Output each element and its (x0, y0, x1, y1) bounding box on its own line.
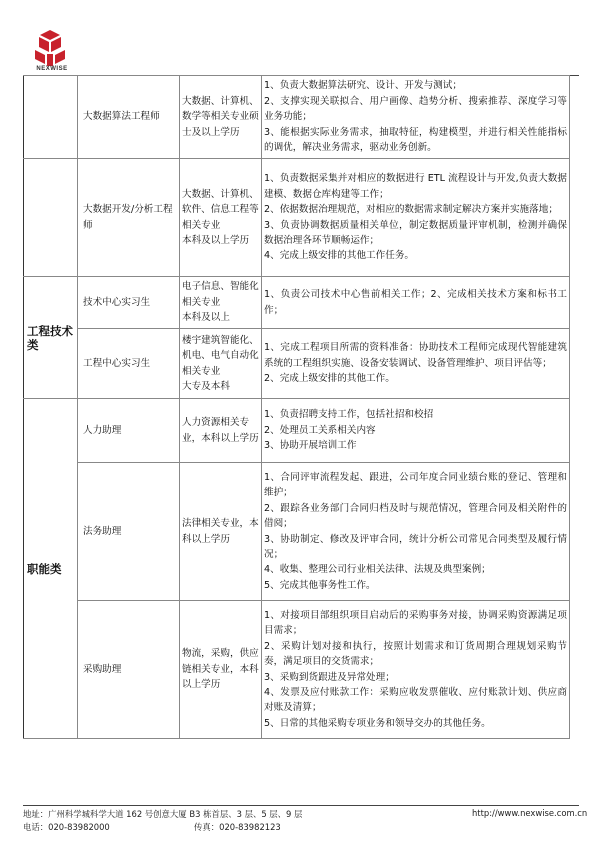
footer-rule (23, 805, 579, 806)
logo-text: NEXWISE (36, 66, 68, 72)
category-cell: 工程技术类 (24, 277, 78, 399)
category-cell: 职能类 (24, 399, 78, 739)
category-cell (24, 76, 78, 159)
requirement-cell: 大数据、计算机、软件、信息工程等相关专业 本科及以上学历 (180, 159, 262, 277)
position-cell: 大数据算法工程师 (78, 76, 180, 159)
requirement-cell: 大数据、计算机、数学等相关专业硕士及以上学历 (180, 76, 262, 159)
footer-phone: 电话：020-83982000 (23, 822, 110, 832)
duty-cell: 1、对接项目部组织项目启动后的采购事务对接，协调采购资源满足项目需求； 2、采购计划对接和执行，按照计划需求和订货周期合理规划采购节奏，满足项目的交货需求； 3、采购到货跟进及异常处理； 4、发票及应付账款工作：采购应收发票催收、应付账款计划、供应商对账及清算； 5、日常的其他采购专项业务和领导交办的其他任务。 (262, 601, 570, 739)
position-cell: 人力助理 (78, 399, 180, 463)
duty-cell: 1、完成工程项目所需的资料准备：协助技术工程师完成现代智能建筑系统的工程组织实施、设备安装调试、设备管理维护、项目评估等； 2、完成上级安排的其他工作。 (262, 329, 570, 399)
position-cell: 采购助理 (78, 601, 180, 739)
category-cell (24, 159, 78, 277)
duty-cell: 1、负责大数据算法研究、设计、开发与测试； 2、支撑实现关联拟合、用户画像、趋势分析、搜索推荐、深度学习等业务功能； 3、能根据实际业务需求，抽取特征，构建模型，并进行相关性能指标的调优，解决业务需求，驱动业务创新。 (262, 76, 570, 159)
table-row (24, 399, 570, 463)
position-cell: 法务助理 (78, 463, 180, 601)
table-row (24, 76, 570, 159)
requirement-cell: 法律相关专业，本科以上学历 (180, 463, 262, 601)
table-row (24, 601, 570, 739)
table-row (24, 329, 570, 399)
table-row (24, 159, 570, 277)
position-cell: 技术中心实习生 (78, 277, 180, 329)
requirement-cell: 电子信息、智能化相关专业 本科及以上 (180, 277, 262, 329)
requirement-cell: 楼宇建筑智能化、机电、电气自动化相关专业 大专及本科 (180, 329, 262, 399)
table-row (24, 463, 570, 601)
duty-cell: 1、负责招聘支持工作，包括社招和校招 2、处理员工关系相关内容 3、协助开展培训工作 (262, 399, 570, 463)
requirement-cell: 物流，采购，供应链相关专业，本科以上学历 (180, 601, 262, 739)
duty-cell: 1、负责数据采集并对相应的数据进行 ETL 流程设计与开发,负责大数据建模、数据仓库构建等工作； 2、依据数据治理规范，对相应的数据需求制定解决方案并实施落地； 3、负责协调数据质量相关单位，制定数据质量评审机制，检测并确保数据治理各环节顺畅运作； 4、完成上级安排的其他工作任务。 (262, 159, 570, 277)
position-cell: 大数据开发/分析工程师 (78, 159, 180, 277)
requirement-cell: 人力资源相关专业，本科以上学历 (180, 399, 262, 463)
job-table (23, 75, 570, 739)
table-row (24, 277, 570, 329)
duty-cell: 1、合同评审流程发起、跟进，公司年度合同业绩台账的登记、管理和维护； 2、跟踪各业务部门合同归档及时与规范情况，管理合同及相关附件的借阅； 3、协助制定、修改及评审合同，统计分析公司常见合同类型及履行情况； 4、收集、整理公司行业相关法律、法规及典型案例； 5、完成其他事务性工作。 (262, 463, 570, 601)
footer-address: 地址：广州科学城科学大道 162 号创意大厦 B3 栋首层、3 层、5 层、9 层 (23, 809, 303, 819)
footer-website[interactable]: http://www.nexwise.com.cn (472, 808, 588, 818)
footer-fax: 传真：020-83982123 (194, 822, 281, 832)
duty-cell: 1、负责公司技术中心售前相关工作；2、完成相关技术方案和标书工作； (262, 277, 570, 329)
position-cell: 工程中心实习生 (78, 329, 180, 399)
